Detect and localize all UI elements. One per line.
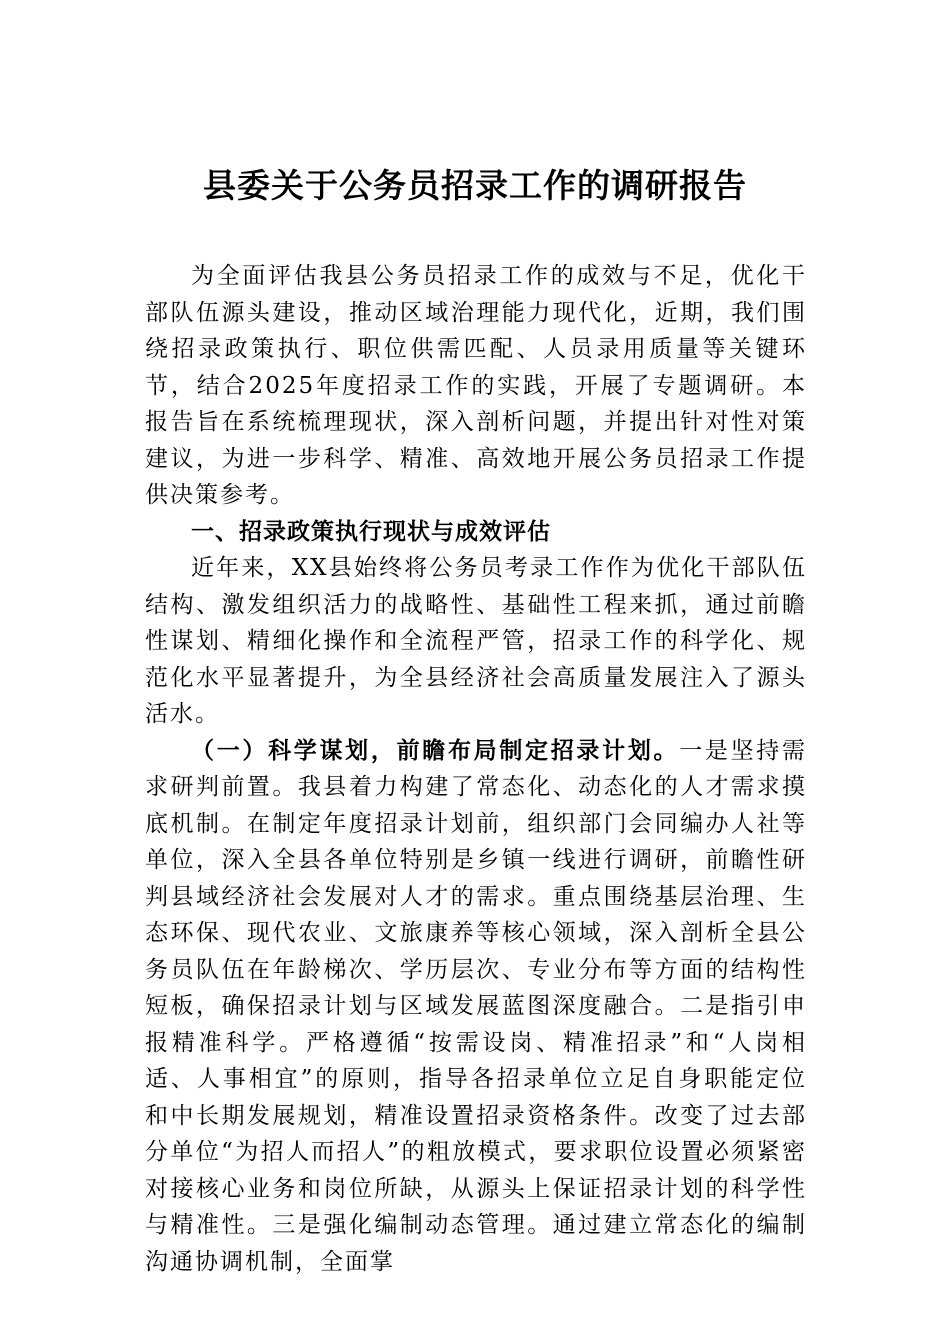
subsection-1-paragraph — [145, 733, 807, 1281]
section-1-paragraph: 近年来，XX县始终将公务员考录工作作为优化干部队伍结构、激发组织活力的战略性、基础性工程来抓，通过前瞻性谋划、精细化操作和全流程严管，招录工作的科学化、规范化水平显著提升，为全县经济社会高质量发展注入了源头活水。 — [145, 555, 807, 727]
document-title: 县委关于公务员招录工作的调研报告 — [203, 166, 747, 205]
document-body — [145, 258, 807, 1280]
subsection-1-heading: （一）科学谋划，前瞻布局制定招录计划。 — [191, 736, 680, 764]
section-1-heading: 一、招录政策执行现状与成效评估 — [191, 518, 551, 545]
subsection-1-text: 一是坚持需求研判前置。我县着力构建了常态化、动态化的人才需求摸底机制。在制定年度招录计划前，组织部门会同编办人社等单位，深入全县各单位特别是乡镇一线进行调研，前瞻性研判县域经济社会发展对人才的需求。重点围绕基层治理、生态环保、现代农业、文旅康养等核心领域，深入剖析全县公务员队伍在年龄梯次、学历层次、专业分布等方面的结构性短板，确保招录计划与区域发展蓝图深度融合。二是指引申报精准科学。严格遵循“按需设岗、精准招录”和“人岗相适、人事相宜”的原则，指导各招录单位立足自身职能定位和中长期发展规划，精准设置招录资格条件。改变了过去部分单位“为招人而招人”的粗放模式，要求职位设置必须紧密对接核心业务和岗位所缺，从源头上保证招录计划的科学性与精准性。三是强化编制动态管理。通过建立常态化的编制沟通协调机制，全面掌 — [145, 737, 808, 1275]
intro-paragraph: 为全面评估我县公务员招录工作的成效与不足，优化干部队伍源头建设，推动区域治理能力现代化，近期，我们围绕招录政策执行、职位供需匹配、人员录用质量等关键环节，结合2025年度招录工作的实践，开展了专题调研。本报告旨在系统梳理现状，深入剖析问题，并提出针对性对策建议，为进一步科学、精准、高效地开展公务员招录工作提供决策参考。 — [145, 263, 807, 508]
